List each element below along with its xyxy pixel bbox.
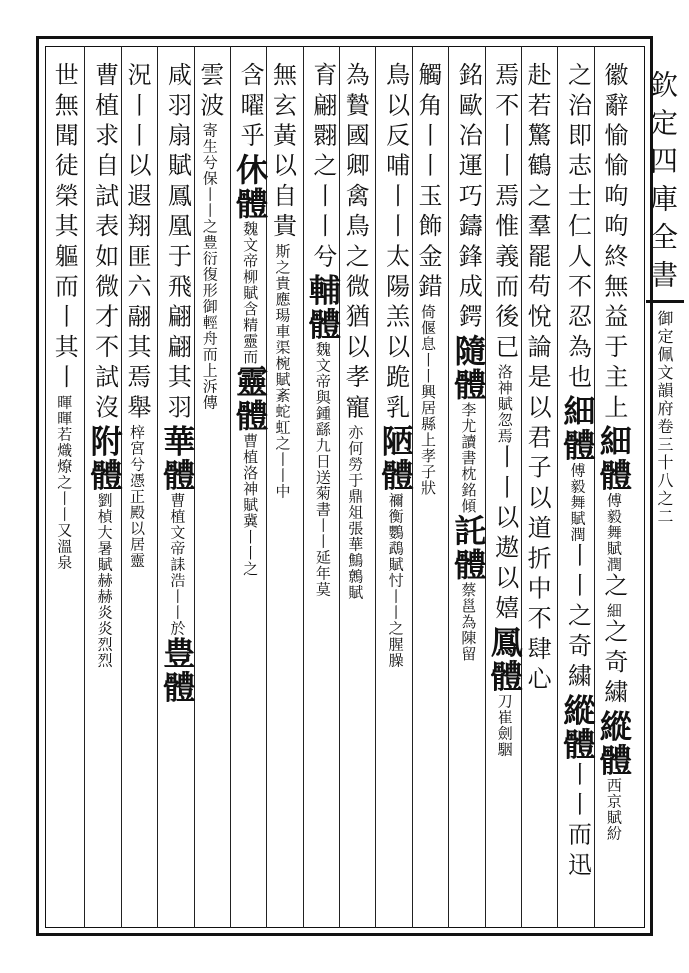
body-text: 育翩翾之丨丨兮 <box>308 62 337 274</box>
column-rule <box>84 46 85 928</box>
annotation-text: 禰衡鸚鵡賦忖丨丨之腥臊 <box>386 492 405 669</box>
text-column <box>303 62 342 598</box>
column-rule <box>448 46 449 928</box>
text-column <box>558 62 597 883</box>
annotation-text: 暉暉若熾燎之丨丨又溫泉 <box>55 394 74 571</box>
entry-heading: 靈體 <box>231 364 270 433</box>
text-column <box>231 62 270 577</box>
entry-heading: 豊體 <box>158 636 197 705</box>
body-text: 咸羽扇賦鳳凰于飛翩翩其羽 <box>163 62 192 425</box>
body-text: 丨丨以遨以嬉 <box>490 444 519 626</box>
volume-label: 御定佩文韻府卷三十八之二 <box>655 310 674 526</box>
annotation-text: 梓宮兮憑正殿以居靈 <box>127 424 146 569</box>
annotation-text: 亦何勞于鼎俎張華鷦鷯賦 <box>346 424 365 601</box>
body-text: 曹植求自試表如微才不試沒 <box>90 62 119 425</box>
entry-heading: 附體 <box>85 424 124 493</box>
entry-heading: 隨體 <box>449 333 488 402</box>
annotation-text: 西京賦紛 <box>604 777 623 842</box>
entry-heading: 細體 <box>558 394 597 463</box>
body-text: 徽辭愉愉呴呴終無益于主上 <box>599 62 628 425</box>
column-rule <box>230 46 231 928</box>
text-column <box>449 62 488 662</box>
body-text: 之奇繍 <box>599 618 628 710</box>
text-column <box>122 62 151 569</box>
body-text: 赴若驚鶴之羣罷苟悅論是以君子以道折中不肆心 <box>523 62 552 697</box>
text-column <box>158 62 197 705</box>
body-text: 之治即志士仁人不忍為也 <box>563 62 592 395</box>
annotation-text: 傅毅舞賦潤 <box>604 492 623 573</box>
column-rule <box>557 46 558 928</box>
entry-heading: 陋體 <box>376 424 415 493</box>
annotation-text: 李尤讀書枕銘傾 <box>459 401 478 514</box>
body-text: 含曜乎 <box>236 62 265 153</box>
annotation-text: 細 <box>604 602 623 619</box>
body-text: 觸角丨丨玉飾金錯 <box>413 62 442 304</box>
entry-heading: 縱體 <box>558 693 597 762</box>
entry-heading: 細體 <box>594 424 633 493</box>
text-column <box>376 62 415 669</box>
body-text: 無玄黃以自貴 <box>268 62 297 244</box>
column-rule <box>594 46 595 928</box>
annotation-text: 蔡邕為陳留 <box>459 581 478 662</box>
text-column <box>341 62 370 601</box>
entry-heading: 輔體 <box>303 273 342 342</box>
annotation-text: 縣上孝子狀 <box>418 415 437 496</box>
book-title: 欽定四庫全書 <box>646 70 679 298</box>
text-column <box>195 62 224 411</box>
column-rule <box>339 46 340 928</box>
body-text: 鳥以反哺丨丨太陽羔以跪乳 <box>381 62 410 425</box>
text-column <box>268 62 297 500</box>
entry-heading: 託體 <box>449 513 488 582</box>
column-rule <box>157 46 158 928</box>
annotation-text: 復形御輕舟而上泝傳 <box>200 266 219 411</box>
column-rule <box>521 46 522 928</box>
text-column <box>523 62 552 697</box>
body-text: 丨丨之奇繍 <box>563 542 592 694</box>
column-rule <box>485 46 486 928</box>
body-text: 世無聞徒榮其軀而丨其丨 <box>50 62 79 395</box>
entry-heading: 縱體 <box>594 709 633 778</box>
annotation-text: 魏文帝柳賦含精靈而 <box>241 220 260 365</box>
body-text: 丨丨而迅 <box>563 761 592 883</box>
body-text: 焉不丨丨焉惟義而後已 <box>490 62 519 364</box>
body-text: 雲波 <box>195 62 224 123</box>
annotation-text: 寄生兮保丨丨之豊衍 <box>200 122 219 267</box>
entry-heading: 休體 <box>231 152 270 221</box>
body-text: 為贄國卿禽鳥之微猶以孝寵 <box>341 62 370 425</box>
annotation-text: 魏文帝與鍾繇九日送菊書丨丨延年莫 <box>313 341 332 598</box>
annotation-text: 洛神賦忽焉 <box>495 364 514 444</box>
annotation-text: 曹植文帝誄浩丨丨於 <box>168 492 187 637</box>
annotation-text: 刀崔劍駰 <box>495 693 514 758</box>
annotation-text: 曹植洛神賦冀丨丨之 <box>241 432 260 577</box>
text-column <box>50 62 79 571</box>
column-rule <box>375 46 376 928</box>
text-column <box>594 62 633 842</box>
body-text: 之 <box>599 572 628 603</box>
entry-heading: 華體 <box>158 424 197 493</box>
entry-heading: 鳳體 <box>485 625 524 694</box>
text-column <box>413 62 442 496</box>
annotation-text: 倚偃息丨丨興居 <box>418 303 437 416</box>
annotation-text: 劉楨大暑賦赫赫炎炎烈烈 <box>95 492 114 669</box>
column-rule <box>303 46 304 928</box>
body-text: 銘歐冶運巧鑄鋒成鍔 <box>454 62 483 334</box>
text-column <box>485 62 524 758</box>
text-column <box>85 62 124 669</box>
body-text: 況丨丨以遐翔匪六翮其焉舉 <box>122 62 151 425</box>
annotation-text: 傅毅舞賦潤 <box>568 462 587 543</box>
annotation-text: 斯之貴應瑒車渠椀賦紊蛇虹之丨丨中 <box>273 243 292 500</box>
